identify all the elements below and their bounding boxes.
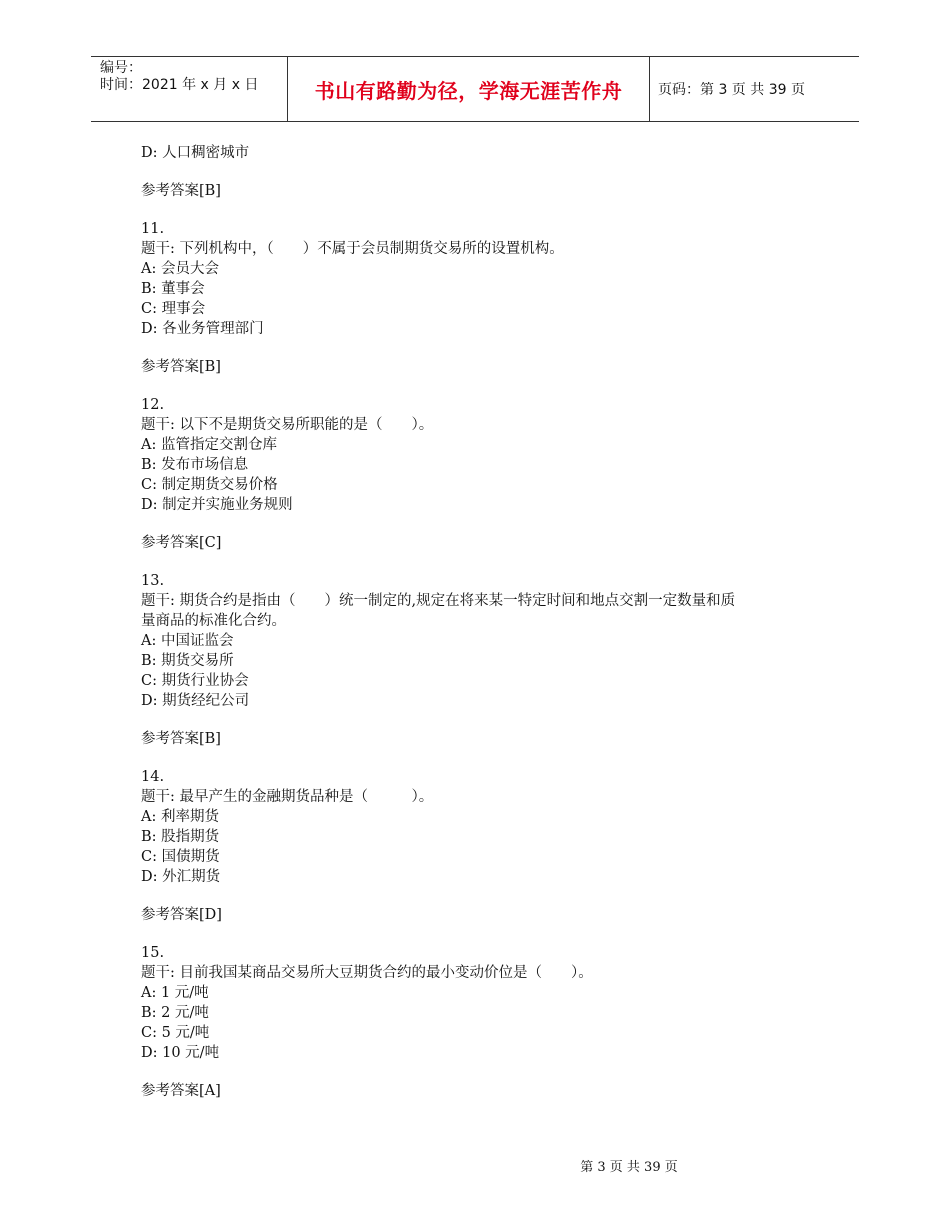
spacer bbox=[141, 1063, 831, 1081]
document-date: 时间：2021 年 x 月 x 日 bbox=[100, 77, 259, 93]
answer-option: D: 人口稠密城市 bbox=[141, 145, 250, 161]
answer-option: B: 股指期货 bbox=[141, 829, 220, 845]
answer-option: D: 各业务管理部门 bbox=[141, 321, 264, 337]
header-motto: 书山有路勤为径，学海无涯苦作舟 bbox=[287, 57, 650, 121]
answer-option: D: 期货经纪公司 bbox=[141, 693, 250, 709]
spacer bbox=[141, 201, 831, 219]
answer-option: B: 发布市场信息 bbox=[141, 457, 249, 473]
answer-option: A: 会员大会 bbox=[141, 261, 219, 277]
answer-option: D: 外汇期货 bbox=[141, 869, 221, 885]
answer-option: A: 1 元/吨 bbox=[141, 985, 209, 1001]
question-stem: 题干: 最早产生的金融期货品种是（ ）。 bbox=[141, 789, 434, 805]
text-line: 量商品的标准化合约。 bbox=[141, 613, 286, 629]
page-header bbox=[91, 56, 859, 122]
question-number: 14. bbox=[141, 769, 165, 785]
answer-option: D: 制定并实施业务规则 bbox=[141, 497, 293, 513]
page-footer: 第 3 页 共 39 页 bbox=[580, 1160, 678, 1175]
spacer bbox=[141, 749, 831, 767]
document-number-label: 编号： bbox=[100, 60, 142, 76]
answer-option: A: 中国证监会 bbox=[141, 633, 234, 649]
question-number: 13. bbox=[141, 573, 165, 589]
answer-option: B: 2 元/吨 bbox=[141, 1005, 209, 1021]
question-stem: 题干: 以下不是期货交易所职能的是（ ）。 bbox=[141, 417, 434, 433]
reference-answer: 参考答案[D] bbox=[141, 907, 222, 923]
spacer bbox=[141, 887, 831, 905]
spacer bbox=[141, 377, 831, 395]
reference-answer: 参考答案[A] bbox=[141, 1083, 221, 1099]
question-stem: 题干: 目前我国某商品交易所大豆期货合约的最小变动价位是（ ）。 bbox=[141, 965, 593, 981]
header-meta bbox=[91, 57, 287, 121]
answer-option: C: 制定期货交易价格 bbox=[141, 477, 278, 493]
spacer bbox=[141, 515, 831, 533]
question-number: 12. bbox=[141, 397, 165, 413]
answer-option: D: 10 元/吨 bbox=[141, 1045, 220, 1061]
answer-option: A: 监管指定交割仓库 bbox=[141, 437, 277, 453]
spacer bbox=[141, 553, 831, 571]
spacer bbox=[141, 339, 831, 357]
question-number: 15. bbox=[141, 945, 165, 961]
document-body bbox=[141, 143, 831, 1101]
question-stem: 题干: 下列机构中，（ ）不属于会员制期货交易所的设置机构。 bbox=[141, 241, 564, 257]
header-page-code: 页码：第 3 页 共 39 页 bbox=[658, 82, 805, 98]
spacer bbox=[141, 925, 831, 943]
spacer bbox=[141, 163, 831, 181]
reference-answer: 参考答案[B] bbox=[141, 359, 221, 375]
question-stem: 题干: 期货合约是指由（ ）统一制定的,规定在将来某一特定时间和地点交割一定数量和质 bbox=[141, 593, 736, 609]
answer-option: B: 期货交易所 bbox=[141, 653, 234, 669]
reference-answer: 参考答案[B] bbox=[141, 731, 221, 747]
answer-option: C: 理事会 bbox=[141, 301, 206, 317]
answer-option: C: 期货行业协会 bbox=[141, 673, 249, 689]
spacer bbox=[141, 711, 831, 729]
answer-option: A: 利率期货 bbox=[141, 809, 219, 825]
answer-option: B: 董事会 bbox=[141, 281, 205, 297]
reference-answer: 参考答案[B] bbox=[141, 183, 221, 199]
answer-option: C: 5 元/吨 bbox=[141, 1025, 210, 1041]
answer-option: C: 国债期货 bbox=[141, 849, 220, 865]
question-number: 11. bbox=[141, 221, 165, 237]
reference-answer: 参考答案[C] bbox=[141, 535, 222, 551]
